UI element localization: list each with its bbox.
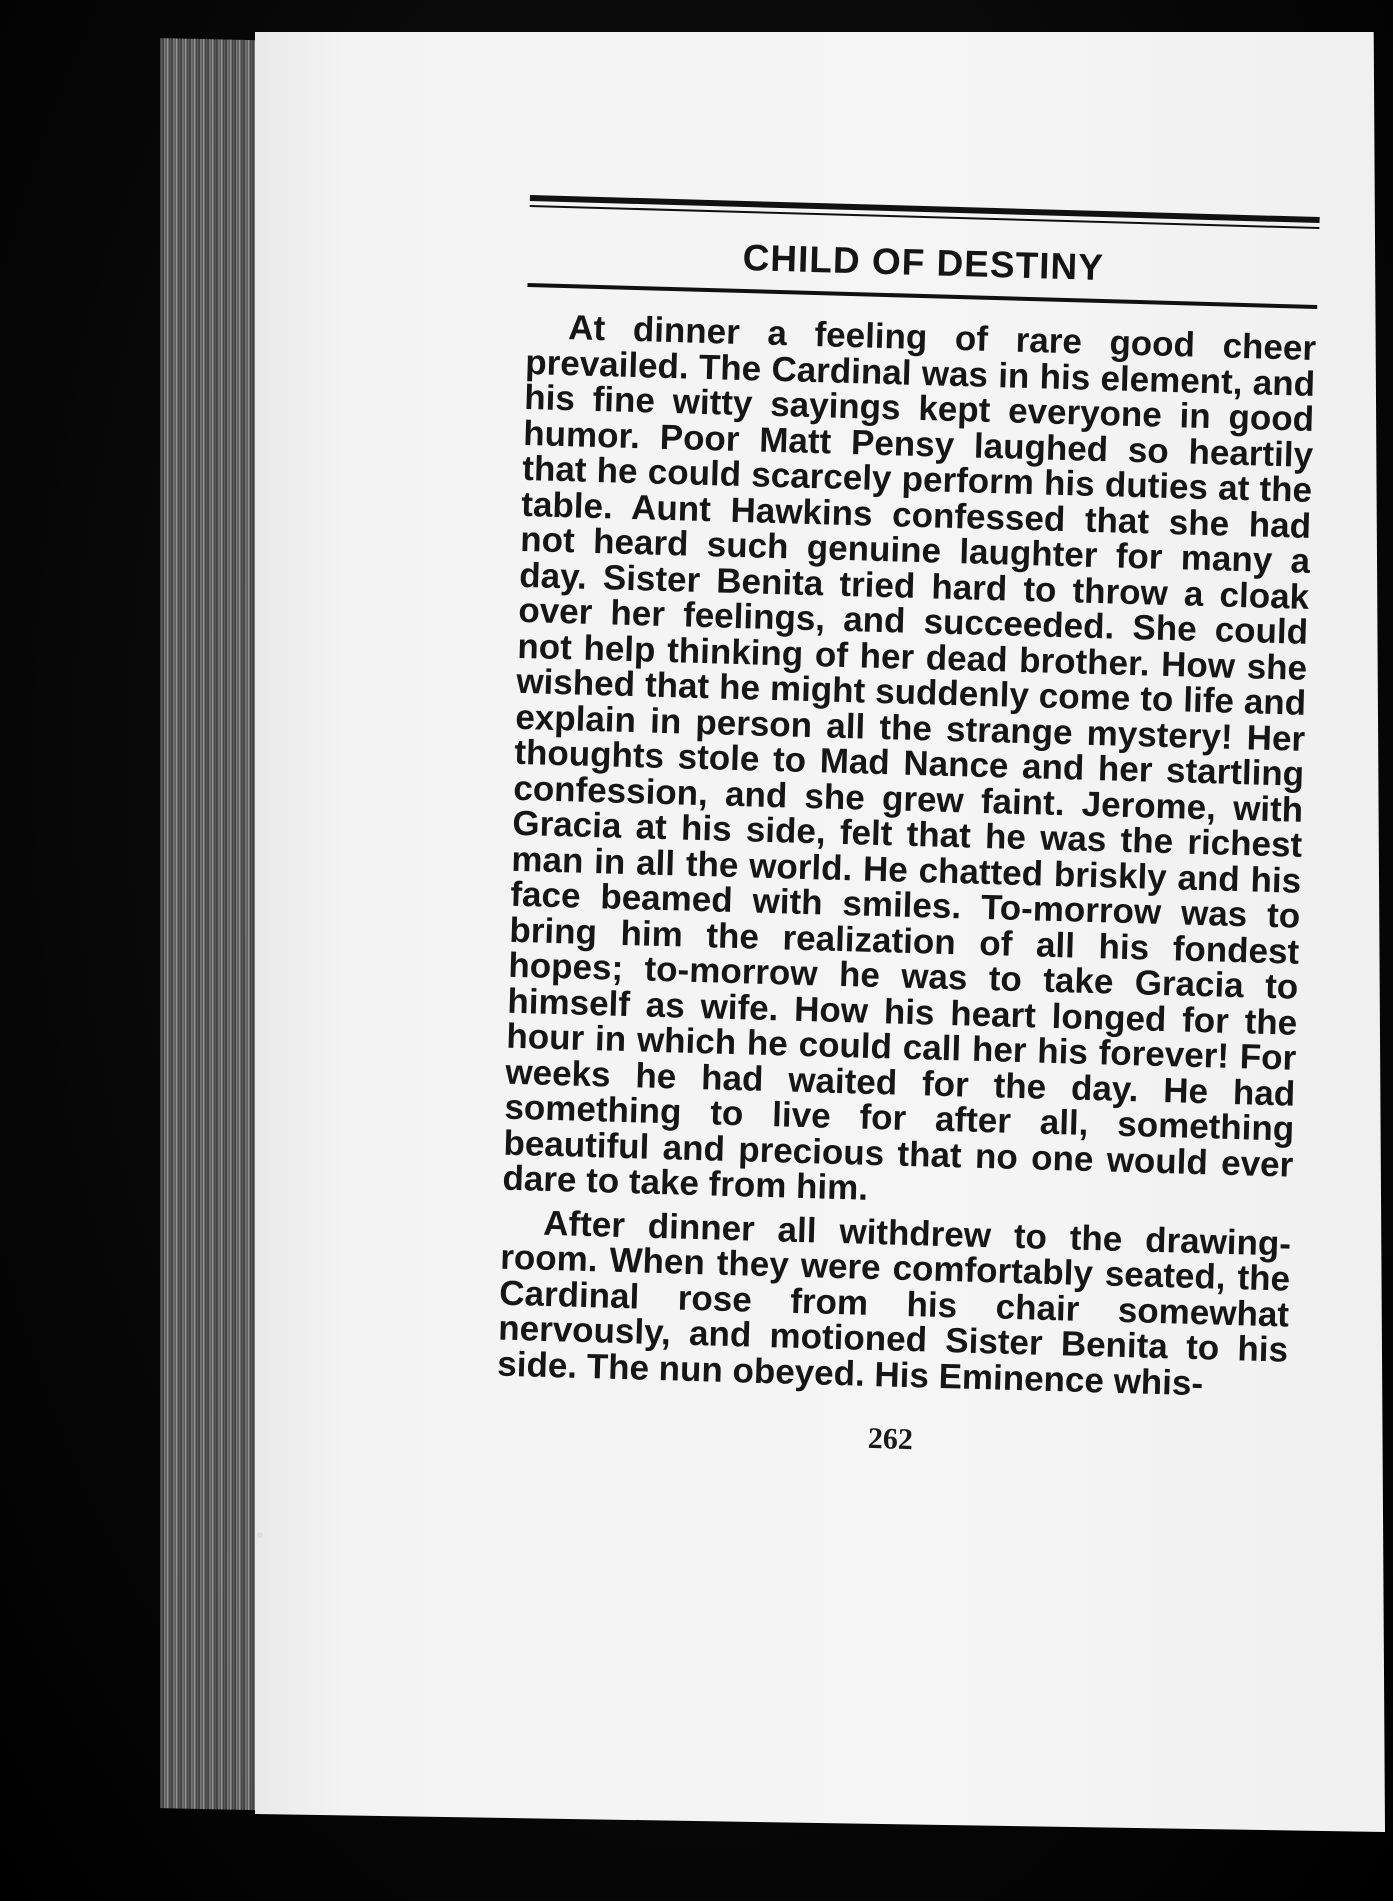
paragraph-2: After dinner all withdrew to the drawing-room. When they were comfortably seated, the Cardinal rose from his chair somewhat nervously, and motioned Sister Benita to his side. The nun obeyed. His Eminence whis- <box>496 1203 1292 1403</box>
page-number: 262 <box>867 1421 914 1457</box>
paragraph-1: At dinner a feeling of rare good cheer prevailed. The Cardinal was in his element, and his fine witty sayings kept everyone in good humor. Poor Matt Pensy laughed so heartily that he could scarcely perform his duties at the table. Aunt Hawkins confessed that she had not heard such genuine laughter for many a day. Sister Benita tried hard to throw a cloak over her feelings, and succeeded. She could not help thinking of her dead brother. How she wished that he might suddenly come to life and explain in person all the strange mystery! Her thoughts stole to Mad Nance and her startling confession, and she grew faint. Jerome, with Gracia at his side, felt that he was the richest man in all the world. He chatted briskly and his face beamed with smiles. To-morrow was to bring him the realization of all his fondest hopes; to-morrow he was to take Gracia to himself as wife. How his heart longed for the hour in which he could call her his forever! For weeks he had waited for the day. He had something to live for after all, something beautiful and precious that no one would ever dare to take from him. <box>501 308 1317 1208</box>
running-head: CHILD OF DESTINY <box>742 236 1105 289</box>
dust-speck <box>257 1532 263 1538</box>
body-text <box>497 309 1317 1404</box>
page-content <box>495 195 1320 1468</box>
